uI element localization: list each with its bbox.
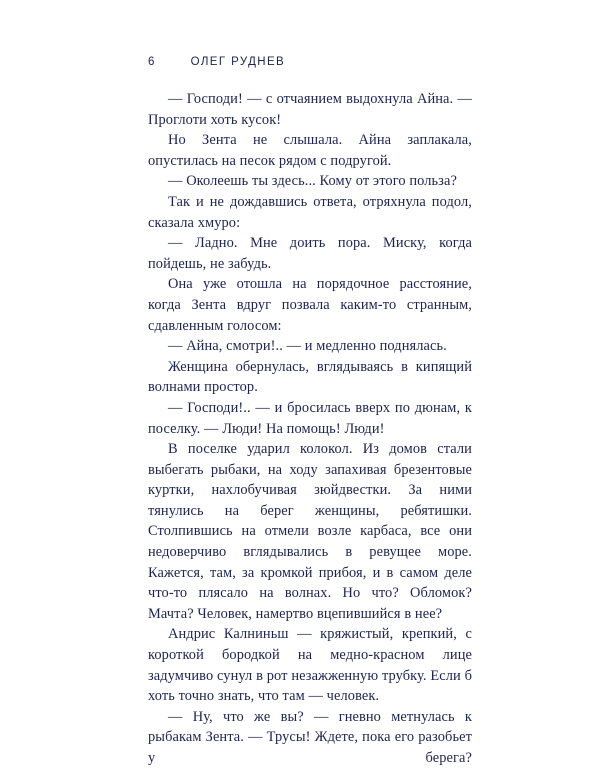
paragraph: — Айна, смотри!.. — и медленно поднялась.: [168, 338, 447, 355]
running-head-author: ОЛЕГ РУДНЕВ: [190, 56, 286, 68]
paragraph: Так и не дождавшись ответа, отряхнула подол, сказала хмуро:: [148, 193, 472, 231]
paragraph: — Околеешь ты здесь... Кому от этого польза?: [168, 173, 457, 190]
paragraph: Она уже отошла на порядочное расстояние, когда Зента вдруг позвала каким-то странным, сдавленным голосом:: [148, 276, 472, 334]
body-text: [148, 89, 472, 769]
paragraph: В поселке ударил колокол. Из домов стали выбегать рыбаки, на ходу запахивая брезентовые куртки, нахлобучивая зюйдвестки. За ними тянулись на берег женщины, ребятишки. Столпившись на отмели возле карбаса, все они недоверчиво вглядывались в ревущее море. Кажется, там, за кромкой прибоя, и в самом деле что-то плясало на волнах. Но что? Обломок? Мачта? Человек, намертво вцепившийся в нее?: [148, 441, 472, 622]
running-header: [148, 56, 285, 68]
paragraph: — Ладно. Мне доить пора. Миску, когда пойдешь, не забудь.: [148, 235, 472, 272]
page-number: 6: [148, 56, 156, 68]
paragraph: Андрис Калниньш — кряжистый, крепкий, с короткой бородкой на медно-красном лице задумчиво сунул в рот незажженную трубку. Если б хоть точно знать, что там — человек.: [148, 626, 472, 705]
paragraph: — Ну, что же вы? — гневно метнулась к рыбакам Зента. — Трусы! Ждете, пока его разобьет у берега?: [148, 708, 472, 766]
paragraph: — Господи! — с отчаянием выдохнула Айна. — Проглоти хоть кусок!: [148, 91, 472, 128]
paragraph: — Господи!.. — и бросилась вверх по дюнам, к поселку. — Люди! На помощь! Люди!: [148, 399, 472, 437]
paragraph: Но Зента не слышала. Айна заплакала, опустилась на песок рядом с подругой.: [148, 132, 472, 169]
paragraph: Женщина обернулась, вглядываясь в кипящий волнами простор.: [148, 358, 472, 396]
